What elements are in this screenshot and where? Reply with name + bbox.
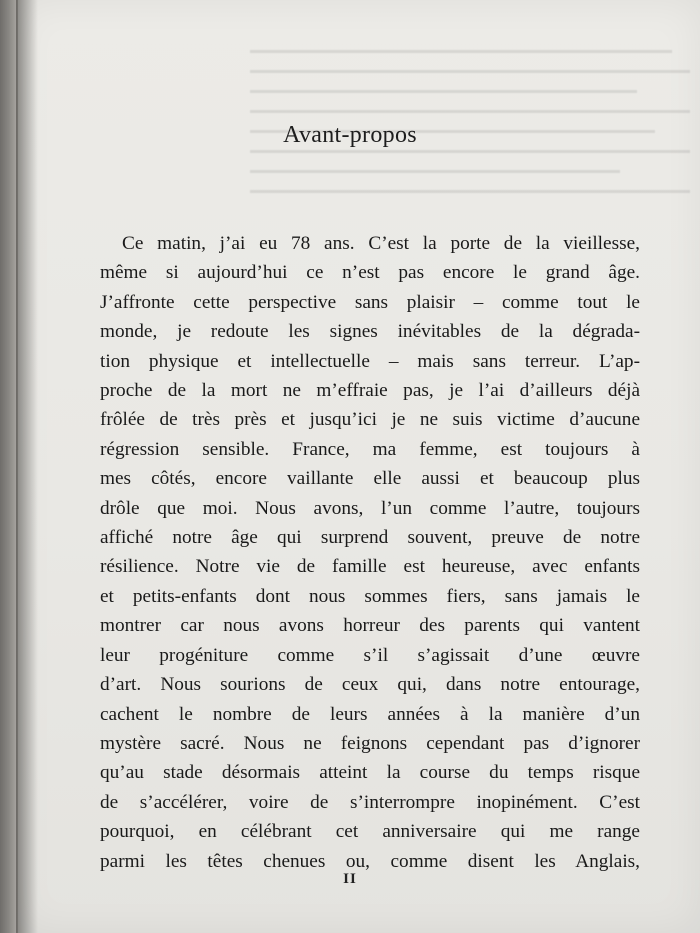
text-line: J’affronte cette perspective sans plaisir – comme tout le bbox=[100, 291, 640, 313]
text-line: mes côtés, encore vaillante elle aussi et beaucoup plus bbox=[100, 468, 640, 490]
text-line: Ce matin, j’ai eu 78 ans. C’est la porte de la vieillesse, bbox=[122, 233, 640, 254]
page-number: II bbox=[343, 871, 357, 887]
text-line: et petits-enfants dont nous sommes fiers, sans jamais le bbox=[100, 585, 640, 607]
text-line: affiché notre âge qui surprend souvent, preuve de notre bbox=[100, 527, 640, 549]
text-line: drôle que moi. Nous avons, l’un comme l’autre, toujours bbox=[100, 497, 640, 519]
text-line: cachent le nombre de leurs années à la manière d’un bbox=[100, 703, 640, 725]
text-line: d’art. Nous sourions de ceux qui, dans notre entourage, bbox=[100, 674, 640, 696]
text-line: qu’au stade désormais atteint la course du temps risque bbox=[100, 762, 640, 784]
text-line: montrer car nous avons horreur des parents qui vantent bbox=[100, 615, 640, 637]
text-line: de s’accélérer, voire de s’interrompre inopinément. C’est bbox=[100, 791, 640, 813]
page-title: Avant-propos bbox=[283, 122, 417, 148]
text-line: frôlée de très près et jusqu’ici je ne suis victime d’aucune bbox=[100, 409, 640, 431]
text-line: régression sensible. France, ma femme, est toujours à bbox=[100, 438, 640, 460]
text-line: résilience. Notre vie de famille est heureuse, avec enfants bbox=[100, 556, 640, 578]
text-line: monde, je redoute les signes inévitables de la dégrada- bbox=[100, 321, 640, 343]
body-text bbox=[100, 229, 640, 876]
text-line: mystère sacré. Nous ne feignons cependant pas d’ignorer bbox=[100, 732, 640, 754]
text-line: proche de la mort ne m’effraie pas, je l’ai d’ailleurs déjà bbox=[100, 380, 640, 402]
text-line: tion physique et intellectuelle – mais sans terreur. L’ap- bbox=[100, 350, 640, 372]
text-line: même si aujourd’hui ce n’est pas encore le grand âge. bbox=[100, 262, 640, 284]
text-line: leur progéniture comme s’il s’agissait d’une œuvre bbox=[100, 644, 640, 666]
text-line: pourquoi, en célébrant cet anniversaire qui me range bbox=[100, 821, 640, 843]
text-line: parmi les têtes chenues ou, comme disent les Anglais, bbox=[100, 850, 640, 872]
